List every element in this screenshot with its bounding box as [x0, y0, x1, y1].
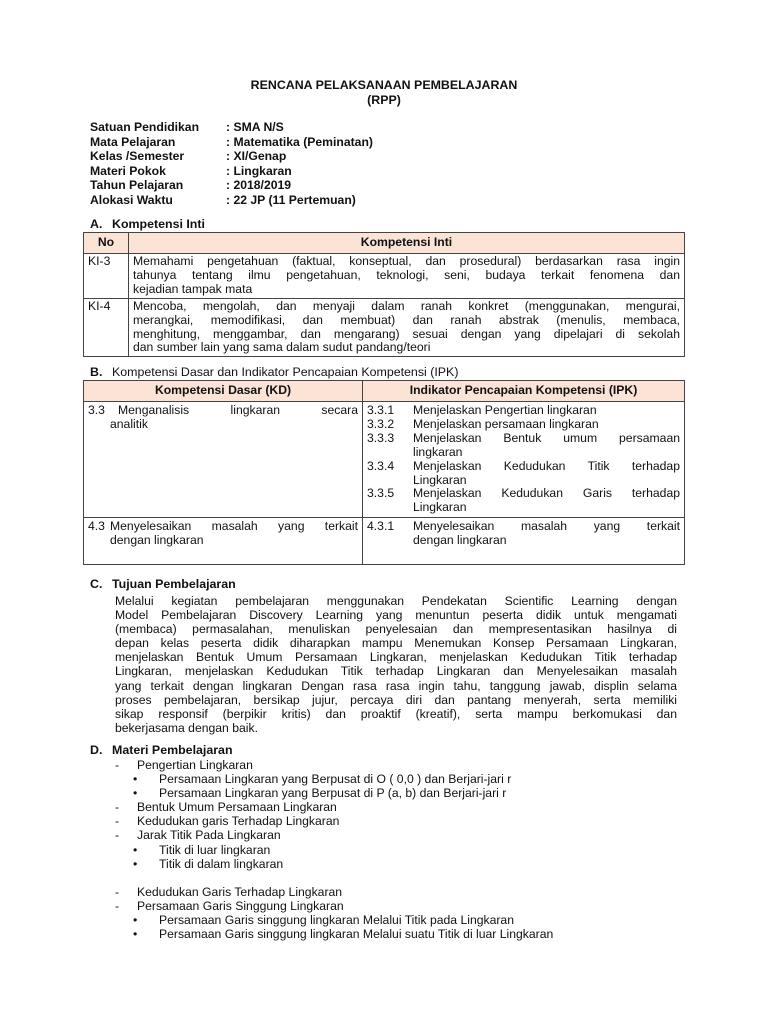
ipk-entry: [367, 418, 680, 432]
column-header-kd: Kompetensi Dasar (KD): [84, 381, 363, 402]
sub-list-item: [115, 913, 553, 927]
identity-value: : SMA N/S: [226, 120, 284, 134]
sub-list-item: [115, 927, 553, 941]
section-letter: D.: [90, 743, 103, 757]
bullet-marker: •: [133, 927, 138, 942]
list-item: [115, 800, 553, 814]
sub-list-item: [115, 857, 553, 871]
sub-list-item-text: Persamaan Garis singgung lingkaran Melalui Titik pada Lingkaran: [159, 912, 514, 927]
sub-list-item-text: Persamaan Garis singgung lingkaran Melalui suatu Titik di luar Lingkaran: [159, 927, 554, 942]
ki-description: [129, 254, 685, 299]
identity-label: Satuan Pendidikan: [90, 120, 200, 134]
section-letter: C.: [90, 577, 103, 591]
ipk-number: 3.3.2: [367, 416, 395, 431]
column-header-ki: Kompetensi Inti: [129, 233, 685, 254]
identity-row: [90, 135, 373, 150]
ipk-entry: [367, 460, 680, 474]
dash-marker: -: [115, 898, 120, 913]
kd-ipk-table: [83, 380, 685, 565]
dash-marker: -: [115, 800, 120, 815]
list-spacer: [115, 871, 553, 885]
ki-line: dan sumber lain yang sama dalam sudut pandang/teori: [133, 340, 431, 355]
document-subtitle: (RPP): [367, 93, 401, 107]
identity-row: [90, 178, 373, 193]
ipk-cell: [363, 402, 685, 518]
ipk-text: Menjelaskan persamaan lingkaran: [413, 416, 599, 431]
bullet-marker: •: [133, 856, 138, 871]
kd-line: Menyelesaikan masalah yang terkait: [110, 519, 358, 534]
identity-block: [90, 120, 373, 208]
materi-list: [115, 758, 553, 941]
ipk-text-continued: dengan lingkaran: [413, 533, 507, 548]
ki-line: tahunya tentang ilmu pengetahuan, teknologi, seni, budaya terkait fenomena dan: [133, 267, 680, 282]
ki-number: KI-3: [84, 254, 129, 299]
ipk-cell: [363, 518, 685, 565]
table-row: [84, 298, 685, 357]
list-item-text: Jarak Titik Pada Lingkaran: [137, 828, 281, 843]
ipk-number: 3.3.3: [367, 430, 395, 445]
list-item-text: Bentuk Umum Persamaan Lingkaran: [137, 800, 337, 815]
list-item: [115, 758, 553, 772]
paragraph-line: bekerjasama dengan baik.: [115, 720, 258, 735]
table-row: [84, 518, 685, 565]
section-title: Tujuan Pembelajaran: [112, 577, 236, 591]
ipk-number: 3.3.5: [367, 486, 395, 501]
ki-line: merangkai, memodifikasi, dan membuat) dan ranah abstrak (menulis, membaca,: [133, 312, 680, 327]
identity-value: : XI/Genap: [226, 149, 287, 164]
dash-marker: -: [115, 884, 120, 899]
ki-line: kejadian tampak mata: [133, 281, 253, 296]
sub-list-item-text: Persamaan Lingkaran yang Berpusat di P (a, b) dan Berjari-jari r: [159, 786, 507, 801]
ipk-entry: [367, 487, 680, 501]
column-header-no: No: [84, 233, 129, 254]
dash-marker: -: [115, 828, 120, 843]
ipk-text: Menjelaskan Kedudukan Titik terhadap: [413, 458, 680, 473]
ki-number: KI-4: [84, 298, 129, 357]
section-b-heading: [90, 365, 458, 379]
kd-entry: [88, 404, 358, 418]
ipk-entry: [367, 404, 680, 418]
identity-value: : Matematika (Peminatan): [226, 134, 373, 149]
ipk-text: Menjelaskan Pengertian lingkaran: [413, 403, 597, 417]
paragraph-line: (membaca) permasalahan, menuliskan penyelesaian dan mempresentasikan hasilnya di: [115, 622, 677, 637]
kd-number: 4.3: [88, 519, 105, 534]
sub-list-item: [115, 772, 553, 786]
ipk-number: 3.3.4: [367, 458, 395, 473]
ipk-text-continued: Lingkaran: [413, 500, 467, 515]
sub-list-item-text: Persamaan Lingkaran yang Berpusat di O ( 0,0 ) dan Berjari-jari r: [159, 772, 512, 787]
identity-row: [90, 120, 373, 135]
ipk-text: Menyelesaikan masalah yang terkait: [413, 519, 680, 534]
bullet-marker: •: [133, 842, 138, 857]
identity-label: Alokasi Waktu: [90, 192, 173, 207]
dash-marker: -: [115, 814, 120, 829]
ipk-text: Menjelaskan Bentuk umum persamaan: [413, 430, 680, 445]
ipk-text-continued: Lingkaran: [413, 472, 467, 487]
sub-list-item: [115, 843, 553, 857]
section-title: Kompetensi Inti: [112, 217, 205, 231]
ki-line: Mencoba, mengolah, dan menyaji dalam ranah konkret (menggunakan, mengurai,: [133, 298, 680, 313]
bullet-marker: •: [133, 786, 138, 801]
sub-list-item-text: Titik di luar lingkaran: [159, 842, 271, 857]
column-header-ipk: Indikator Pencapaian Kompetensi (IPK): [363, 381, 685, 402]
list-item-text: Kedudukan garis Terhadap Lingkaran: [137, 814, 340, 829]
identity-label: Mata Pelajaran: [90, 134, 176, 149]
identity-row: [90, 164, 373, 179]
paragraph-line: depan kelas peserta didik diharapkan mampu Menemukan Konsep Persamaan Lingkaran,: [115, 636, 677, 651]
document-title: RENCANA PELAKSANAAN PEMBELAJARAN: [250, 78, 518, 92]
sub-list-item: [115, 786, 553, 800]
sub-list-item-text: Titik di dalam lingkaran: [159, 856, 284, 871]
section-letter: A.: [90, 217, 103, 231]
ipk-number: 4.3.1: [367, 519, 395, 534]
ipk-entry: [367, 520, 680, 534]
identity-label: Tahun Pelajaran: [90, 178, 184, 193]
section-title: Materi Pembelajaran: [112, 743, 233, 757]
paragraph-line: sikap responsif (berpikir kritis) dan proaktif (kreatif), serta mampu berkomukasi dan: [115, 706, 677, 721]
identity-value: : 22 JP (11 Pertemuan): [226, 192, 356, 207]
list-item: [115, 828, 553, 842]
paragraph-line: Model Pembelajaran Discovery Learning yang menuntun peserta didik untuk mengamati: [115, 608, 677, 623]
kd-line: dengan lingkaran: [110, 533, 204, 548]
list-item: [115, 899, 553, 913]
bullet-marker: •: [133, 772, 138, 787]
identity-value: : 2018/2019: [226, 178, 292, 193]
tujuan-paragraph: [115, 594, 677, 735]
identity-row: [90, 193, 373, 208]
kd-line: Menganalisis lingkaran secara: [118, 403, 358, 417]
section-title: Kompetensi Dasar dan Indikator Pencapaian Kompetensi (IPK): [112, 365, 459, 379]
paragraph-line: menjelaskan Bentuk Umum Persamaan Lingkaran, menjelaskan Kedudukan Titik terhadap: [115, 650, 677, 665]
identity-label: Materi Pokok: [90, 163, 166, 178]
list-item-text: Kedudukan Garis Terhadap Lingkaran: [137, 884, 343, 899]
list-item: [115, 814, 553, 828]
ipk-text: Menjelaskan Kedudukan Garis terhadap: [413, 486, 680, 501]
paragraph-line: Melalui kegiatan pembelajaran menggunakan Pendekatan Scientific Learning dengan: [115, 594, 677, 608]
list-item-text: Persamaan Garis Singgung Lingkaran: [137, 898, 344, 913]
kompetensi-inti-table: [83, 232, 685, 357]
list-item: [115, 885, 553, 899]
section-c-heading: [90, 577, 236, 591]
ki-line: menghitung, menggambar, dan mengarang) sesuai dengan yang dipelajari di sekolah: [133, 326, 680, 341]
ki-description: [129, 298, 685, 357]
bullet-marker: •: [133, 912, 138, 927]
identity-row: [90, 149, 373, 164]
kd-entry: [88, 520, 358, 534]
kd-cell: [84, 518, 363, 565]
table-row: [84, 402, 685, 518]
paragraph-line: proses pembelajaran, bersikap jujur, percaya diri dan pantang menyerah, serta memiliki: [115, 692, 677, 707]
ki-line: Memahami pengetahuan (faktual, konseptual, dan prosedural) berdasarkan rasa ingin: [133, 254, 680, 268]
kd-number: 3.3: [88, 403, 105, 417]
paragraph-line: yang terkait dengan lingkaran Dengan rasa rasa ingin tahu, tanggung jawab, displin selama: [115, 678, 677, 693]
identity-label: Kelas /Semester: [90, 149, 185, 164]
kd-cell: [84, 402, 363, 518]
dash-marker: -: [115, 758, 120, 772]
ipk-entry: [367, 432, 680, 446]
paragraph-line: Lingkaran, menjelaskan Kedudukan Titik terhadap Lingkaran dan Menyelesaikan masalah: [115, 664, 677, 679]
section-d-heading: [90, 743, 233, 757]
list-item-text: Pengertian Lingkaran: [137, 758, 253, 772]
table-row: [84, 254, 685, 299]
identity-value: : Lingkaran: [226, 163, 292, 178]
ipk-number: 3.3.1: [367, 403, 395, 417]
ipk-text-continued: lingkaran: [413, 444, 463, 459]
section-letter: B.: [90, 365, 103, 379]
section-a-heading: [90, 217, 205, 231]
kd-line: analitik: [110, 416, 148, 431]
